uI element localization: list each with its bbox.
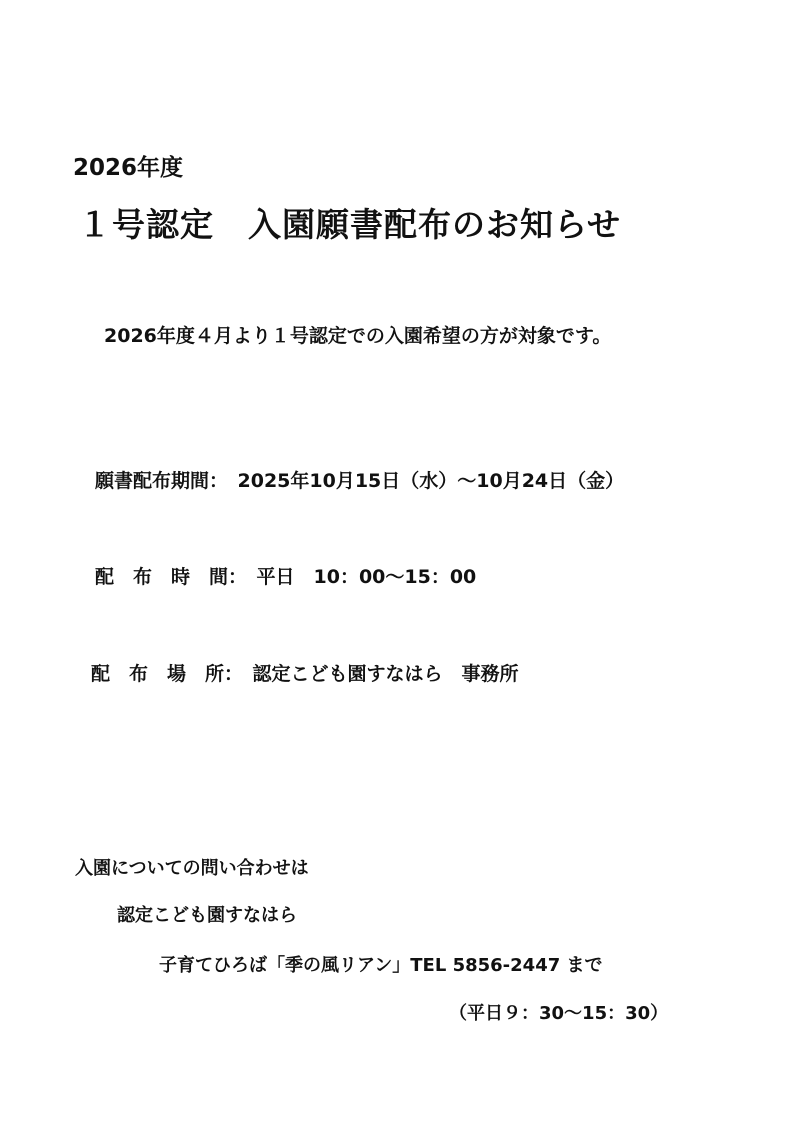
intro-text: 2026年度４月より１号認定での入園希望の方が対象です。	[104, 325, 612, 347]
fiscal-year-heading: 2026年度	[73, 155, 184, 181]
contact-phone: 子育てひろば「季の風リアン」TEL 5856-2447 まで	[159, 955, 603, 976]
distribution-place: 配 布 場 所： 認定こども園すなはら 事務所	[91, 663, 519, 685]
contact-hours: （平日９：30～15：30）	[449, 1003, 669, 1024]
distribution-hours: 配 布 時 間： 平日 10：00～15：00	[95, 566, 477, 588]
contact-intro: 入園についての問い合わせは	[75, 858, 309, 879]
distribution-period: 願書配布期間： 2025年10月15日（水）～10月24日（金）	[95, 470, 625, 492]
contact-organization: 認定こども園すなはら	[117, 905, 297, 926]
page-title: １号認定 入園願書配布のお知らせ	[78, 205, 622, 244]
